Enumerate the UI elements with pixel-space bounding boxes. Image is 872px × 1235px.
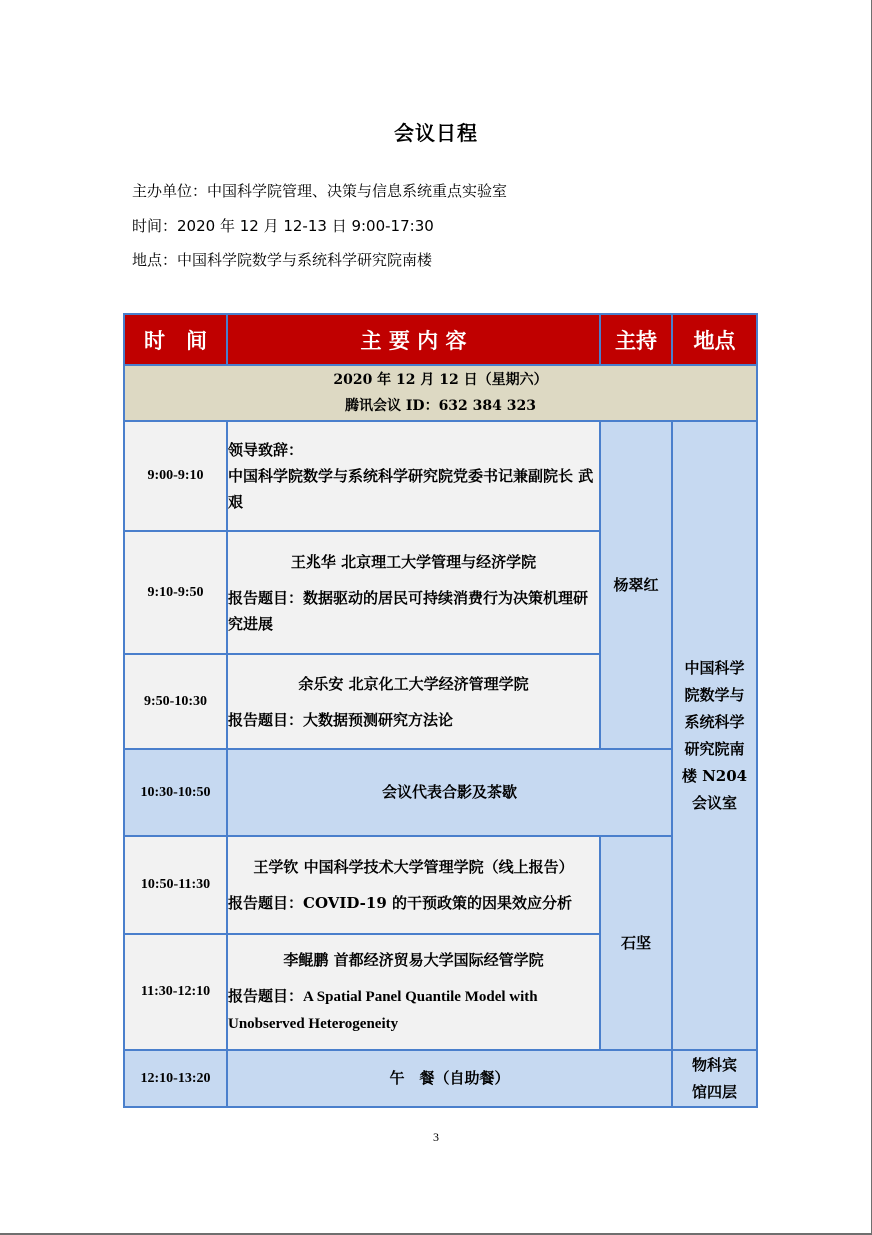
host-cell: 石坚 xyxy=(600,836,672,1050)
header-time: 时 间 xyxy=(124,314,227,365)
activity-cell: 会议代表合影及茶歇 xyxy=(227,749,672,836)
time-line: 时间：2020 年 12 月 12-13 日 9:00-17:30 xyxy=(132,217,434,235)
location-cell: 中国科学院数学与系统科学研究院南楼 N204 会议室 xyxy=(672,421,757,1050)
schedule-table xyxy=(123,313,758,1108)
header-row xyxy=(124,314,757,365)
time-cell: 10:30-10:50 xyxy=(124,749,227,836)
content-cell xyxy=(227,836,600,934)
table-row xyxy=(124,836,757,934)
report-title xyxy=(228,983,599,1037)
organizer-line: 主办单位：中国科学院管理、决策与信息系统重点实验室 xyxy=(132,182,508,200)
time-cell: 9:10-9:50 xyxy=(124,531,227,654)
report-title: 报告题目：COVID-19 的干预政策的因果效应分析 xyxy=(228,894,573,912)
table-row xyxy=(124,749,757,836)
header-content: 主 要 内 容 xyxy=(227,314,600,365)
speaker: 王兆华 北京理工大学管理与经济学院 xyxy=(290,552,537,571)
content-cell xyxy=(227,654,600,749)
content-title: 领导致辞： xyxy=(228,441,304,459)
speaker: 余乐安 北京化工大学经济管理学院 xyxy=(298,674,529,693)
table-row xyxy=(124,421,757,531)
header-location: 地点 xyxy=(672,314,757,365)
host-cell: 杨翠红 xyxy=(600,421,672,749)
time-cell: 9:00-9:10 xyxy=(124,421,227,531)
report-title: 报告题目：大数据预测研究方法论 xyxy=(228,710,454,729)
report-title: 报告题目：数据驱动的居民可持续消费行为决策机理研究进展 xyxy=(228,588,589,633)
location-line: 地点：中国科学院数学与系统科学研究院南楼 xyxy=(132,251,433,269)
page-number: 3 xyxy=(433,1130,439,1144)
speaker: 王学钦 中国科学技术大学管理学院（线上报告） xyxy=(253,858,574,876)
speaker: 李鲲鹏 首都经济贸易大学国际经管学院 xyxy=(283,951,544,969)
time-cell: 11:30-12:10 xyxy=(124,934,227,1050)
content-cell xyxy=(227,934,600,1050)
time-cell: 9:50-10:30 xyxy=(124,654,227,749)
activity-cell: 午 餐（自助餐） xyxy=(227,1050,672,1107)
page-title: 会议日程 xyxy=(394,121,478,145)
header-host: 主持 xyxy=(600,314,672,365)
lunch-location-cell: 物科宾馆四层 xyxy=(672,1050,757,1107)
time-cell: 12:10-13:20 xyxy=(124,1050,227,1107)
content-cell xyxy=(227,421,600,531)
time-cell: 10:50-11:30 xyxy=(124,836,227,934)
report-title-en: A Spatial Panel Quantile Model with Unobserved Heterogeneity xyxy=(228,989,538,1032)
content-detail: 中国科学院数学与系统科学研究院党委书记兼副院长 武艰 xyxy=(228,467,594,511)
meeting-id: 腾讯会议 ID：632 384 323 xyxy=(345,398,536,414)
day-row xyxy=(124,365,757,421)
day-date: 2020 年 12 月 12 日（星期六） xyxy=(333,372,548,388)
day-cell xyxy=(124,365,757,421)
report-prefix: 报告题目： xyxy=(228,987,304,1005)
table-row xyxy=(124,1050,757,1107)
content-cell xyxy=(227,531,600,654)
